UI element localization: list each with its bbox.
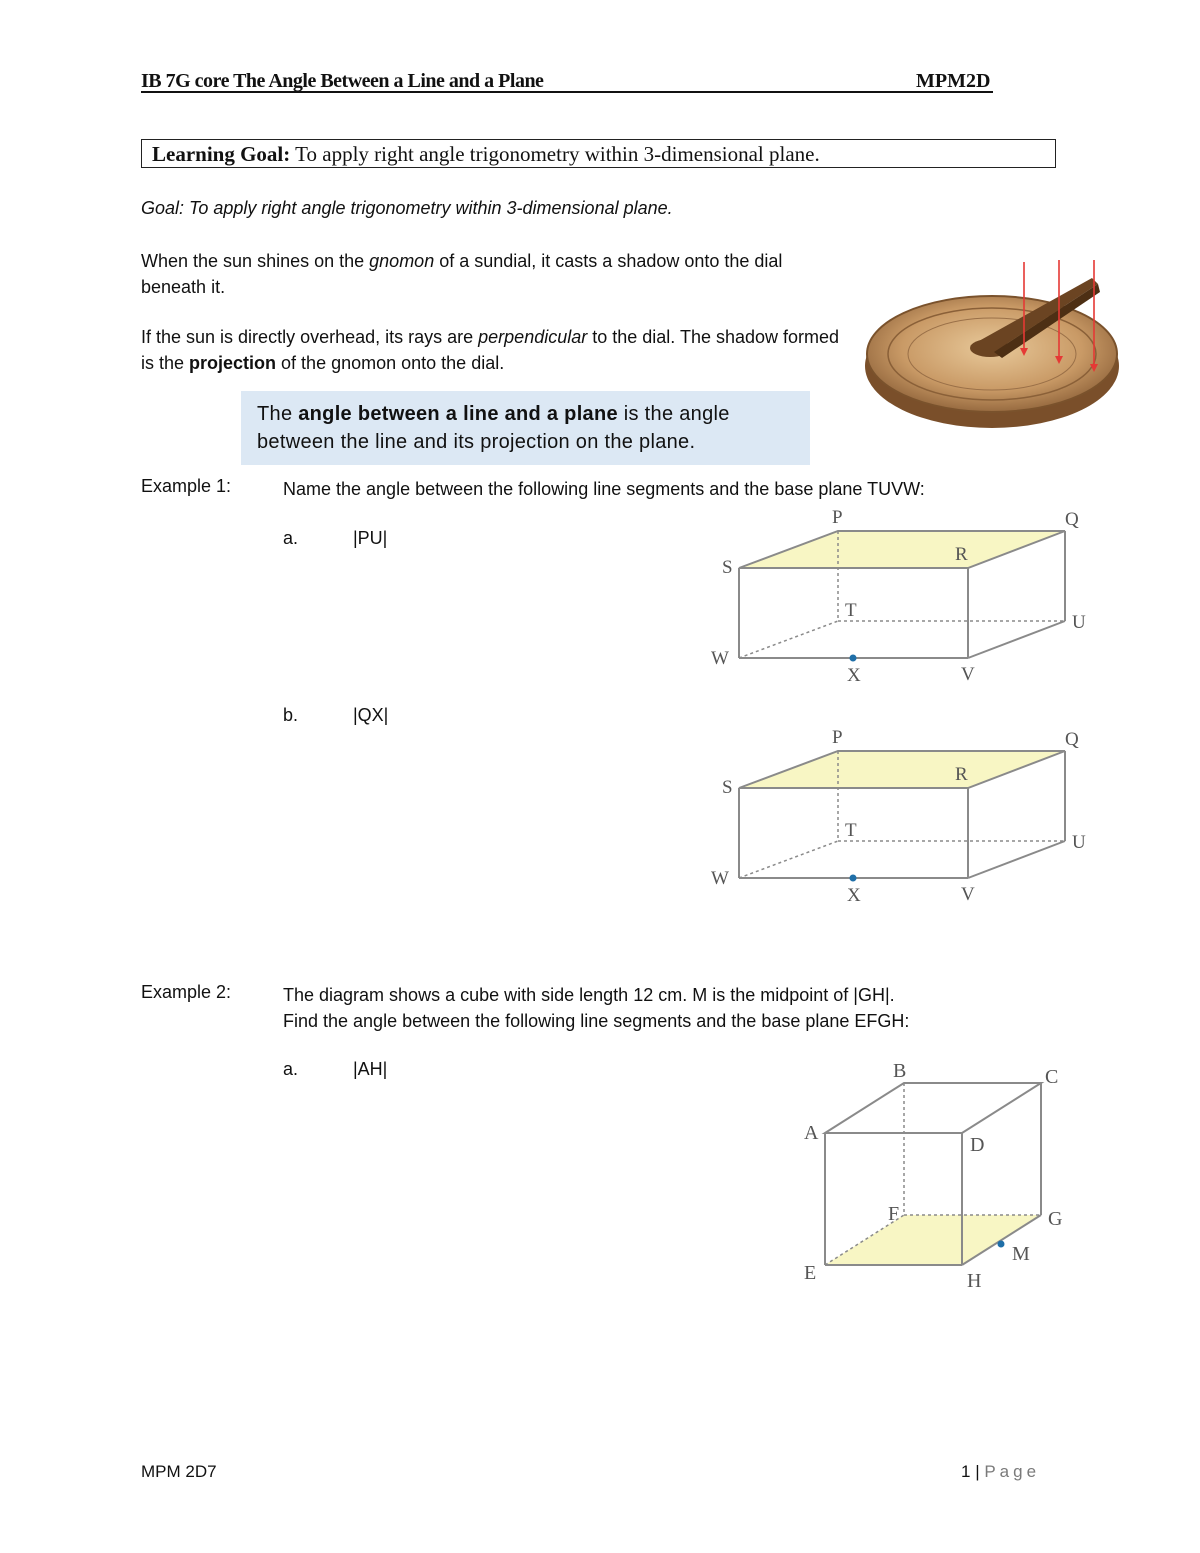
example1-part-a-label: a. [283,528,299,548]
label-Q: Q [1065,509,1079,530]
label-D: D [970,1134,985,1156]
goal-line: Goal: To apply right angle trigonometry within 3-dimensional plane. [141,198,673,218]
example1-text: Name the angle between the following line segments and the base plane TUVW: [283,479,925,499]
label-P: P [832,727,843,748]
label-R: R [955,544,968,565]
label-Q: Q [1065,729,1079,750]
learning-goal-text: To apply right angle trigonometry within 3-dimensional plane. [295,142,820,166]
header-rule [141,91,993,93]
label-C: C [1045,1066,1059,1088]
example2-part-a-segment: |AH| [353,1059,388,1079]
label-V: V [961,664,975,685]
prism-diagram-a [705,500,1100,690]
example1-part-a-segment: |PU| [353,528,388,548]
label-H: H [967,1270,982,1292]
page-word: Page [984,1462,1041,1481]
example1-part-b-label: b. [283,705,299,725]
label-T: T [845,820,857,841]
label-P: P [832,507,843,528]
sundial-image [862,254,1130,434]
learning-goal-box [141,139,1056,168]
label-S: S [722,777,733,798]
prism-diagram-b [705,720,1100,910]
label-U: U [1072,612,1086,633]
page-number: 1 [961,1462,971,1481]
label-B: B [893,1060,907,1082]
definition-box: The angle between a line and a plane is the angle between the line and its projection on the plane. [241,391,810,465]
label-M: M [1012,1243,1030,1265]
example2-part-a-label: a. [283,1059,299,1079]
label-S: S [722,557,733,578]
example2-text-line1: The diagram shows a cube with side length 12 cm. M is the midpoint of |GH|. [283,985,895,1005]
label-R: R [955,764,968,785]
label-X: X [847,665,861,686]
example1-label: Example 1: [141,476,232,496]
intro-paragraph-2: If the sun is directly overhead, its rays are perpendicular to the dial. The shadow formed is the projection of the gnomon onto the dial. [141,327,840,373]
cube-diagram [795,1055,1085,1300]
page-title: IB 7G core The Angle Between a Line and a Plane [141,70,544,92]
label-F: F [888,1203,900,1225]
label-V: V [961,884,975,905]
learning-goal-label: Learning Goal: [152,142,291,166]
footer-page: 1 | Page [961,1462,1041,1481]
example1-part-b-segment: |QX| [353,705,389,725]
label-G: G [1048,1208,1063,1230]
footer-course: MPM 2D7 [141,1462,217,1481]
course-code: MPM2D [916,70,991,92]
label-T: T [845,600,857,621]
label-W: W [711,868,729,889]
label-W: W [711,648,729,669]
label-X: X [847,885,861,906]
label-E: E [804,1262,817,1284]
intro-paragraph-1: When the sun shines on the gnomon of a sundial, it casts a shadow onto the dial beneath it. [141,251,783,297]
example2-text-line2: Find the angle between the following line segments and the base plane EFGH: [283,1011,910,1031]
example2-label: Example 2: [141,982,232,1002]
label-A: A [804,1122,819,1144]
label-U: U [1072,832,1086,853]
